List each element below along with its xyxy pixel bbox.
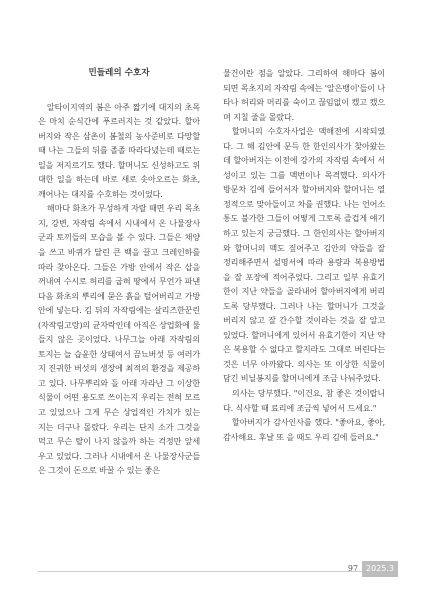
article-paragraph: 알타이지역의 봄은 아주 짧기에 대지의 초목은 마치 순식간에 푸르러지는 것 같았다. 할아버지와 작은 삼촌이 봄철의 농사준비로 다망할 때 나는 그들의 뒤를 졸졸 따라다녔는데 때로는 일을 저지르기도 했다. 할머니도 신성하고도 위대한 일을 하는데 바로 새로 솟아오르는 화초, 깨어나는 대지를 수호하는 것이었다. bbox=[38, 101, 200, 199]
article-right-column bbox=[223, 66, 385, 444]
article-paragraph: 물건이란 점을 알았다. 그리하여 해마다 봄이 되면 목초지의 자작림 속에는 '알은뱅이'들이 나타나 허리와 머리를 숙이고 끊임없이 캤고 캤으며 지칠 줄을 몰랐다. bbox=[223, 68, 385, 122]
issue-badge: 2025.3 bbox=[362, 561, 398, 577]
article-paragraph: 해마다 화초가 무성하게 자랄 때면 우리 목초지, 강변, 자작림 속에서 시내에서 온 나물장사군과 토끼들의 모습을 볼 수 있다. 그들은 채양을 쓰고 바퀴가 달린 큰 백을 끌고 크레인하를 따라 찾아온다. 그들은 가방 안에서 작은 삽을 꺼내여 수시로 허리를 굽혀 땅에서 무언가 파낸 다음 화초의 뿌리에 묻은 흙을 털어버리고 가방 안에 넣는다. 김 뒤의 자작림에는 살리즈한꾼린(자작림고랑)의 균자락인데 아직은 상업화에 물들지 않은 곳이었다. 나무그늘 아래 자작림의 토지는 늘 습윤한 상태여서 끔뇨버섯 등 여러가지 진귀한 버섯의 생장에 최적의 환경을 제공하고 있다. 나무뿌리와 돌 아래 자라난 그 이상한 식물이 어떤 용도로 쓰이는지 우리는 전혀 모르고 있었으나 그게 무슨 상업적인 가치가 있는 지는 더구나 몰랐다. 우리는 단지 소가 그것을 먹고 무슨 탈이 나지 않을까 하는 걱정만 앞세우고 있었다. 그러나 시내에서 온 나물장사군들은 그것이 돈으로 바꿀 수 있는 좋은 bbox=[38, 203, 200, 476]
article-paragraph: 할아버지가 감사인사를 했다. "좋아요, 좋아, 감사해요. 후날 또 을 때도 우리 김에 들러요." bbox=[223, 417, 385, 442]
article-title: 민들레의 수호자 bbox=[88, 68, 150, 78]
article-left-column bbox=[38, 66, 200, 478]
page-number: 97 bbox=[347, 564, 359, 573]
article-paragraph: 의사는 당부했다. "이건요, 참 좋은 것이랍니다. 식사할 때 료리에 조금씩 넣어서 드세요." bbox=[223, 388, 385, 413]
footer-divider bbox=[38, 571, 387, 572]
article-paragraph: 할머니의 수호자사업은 맥해전에 시작되였다. 그 해 김안에 문득 한 한인의사가 찾아왔는데 할아버지는 이전에 강가의 자작림 속에서 서성이고 있는 그를 맥번이나 목격했다. 의사가 방문차 김에 들어서자 할아버지와 할머니는 열정적으로 맞아들이고 차를 권했다. 나는 언어소통도 불가한 그들이 어떻게 그토록 즐겁게 얘기하고 있는지 궁금했다. 그 한인의사는 할아버지와 할머니의 맥도 짚어주고 김안의 약들을 잘 정리해주면서 설명서에 따라 용량과 복용방법을 잘 포장에 적어주었다. 그리고 일부 유효기한이 지난 약들을 골라내어 할아버지에게 버리도록 당부했다. 그러나 나는 할머니가 그것을 버리지 않고 잘 간수할 것이라는 것을 잘 알고 있었다. 할머니에게 있어서 유효기한이 지난 약은 복용할 수 없다고 할지라도 그대로 버린다는 것은 너무 아까왔다. 의사는 또 이상한 식물이 담긴 비닐봉지를 할머니에게 조금 나눠주었다. bbox=[223, 126, 385, 384]
